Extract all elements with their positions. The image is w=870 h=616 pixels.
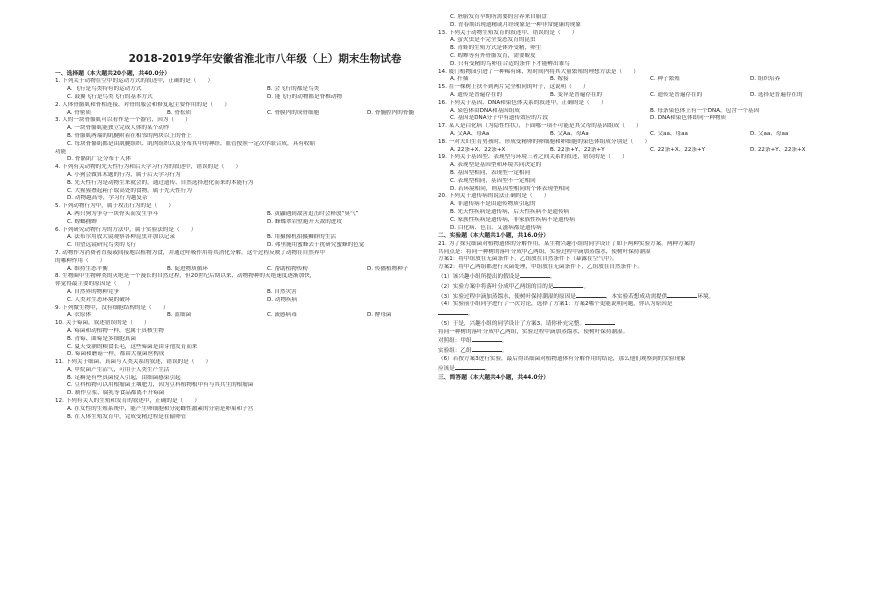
left-body xyxy=(55,70,475,421)
fill-prefix: （1）该兴趣小组所提出的假设是 xyxy=(438,273,520,280)
answer-option: D. 白化病、色盲、艾滋病都是遗传病 xyxy=(450,224,542,231)
answer-blank xyxy=(455,364,485,370)
question-stem: 12. 下列有关人的生殖和发育的叙述中，正确的是（ ） xyxy=(55,398,200,405)
answer-option: B. 变异是普遍存在的 xyxy=(550,91,603,98)
answer-option: C. 鼓翼飞行是鸟类飞行的基本方式 xyxy=(67,94,153,100)
answer-option: C. 每块骨骼肌都是由肌腱组织、肌肉组织以及分布其中的神经、血管按照一定次序联合成，具有收缩 xyxy=(67,140,315,147)
answer-options-row xyxy=(55,86,475,94)
answer-option: D. 若环境相同，则基因型相同的个体表现型相同 xyxy=(450,185,570,192)
answer-option: C. 基因是DNA分子中有遗传效应的片段 xyxy=(450,115,549,122)
answer-option: C. 22条+X、22条+Y xyxy=(650,146,706,153)
answer-blank xyxy=(438,309,468,315)
fill-suffix: 。 xyxy=(583,283,590,290)
answer-options-row xyxy=(438,92,858,100)
answer-option: D. 选择是普遍存在的 xyxy=(750,91,803,98)
answer-options-row xyxy=(438,147,858,155)
answer-options-row xyxy=(438,76,858,84)
question-stem: 21. 为了探究细菌对植物遗体的分解作用，某生物兴趣小组的同学设计了如下两种实验方案。两种方案的 xyxy=(438,240,695,247)
answer-option: C. 夏天受潮的粮食长毛，这些霉菌是由芽孢发育而来 xyxy=(67,343,198,350)
question-text: 你觉得最主要的原因是（ ） xyxy=(55,281,134,288)
answer-blank xyxy=(585,319,615,325)
section-heading: 二、实验题（本大题共1小题，共16.0分） xyxy=(438,233,550,240)
fill-suffix: ，本实验若想成功需提供 xyxy=(605,293,668,300)
answer-option: B. 青霉、曲霉是多细胞真菌 xyxy=(67,335,136,342)
question-text: 的哪种作用（ ） xyxy=(55,257,106,264)
answer-option: B. 会飞行的都是鸟类 xyxy=(267,86,320,93)
answer-option: D. 组织培养 xyxy=(750,76,781,83)
answer-option: B. 蓝细菌 xyxy=(167,312,192,319)
left-column xyxy=(55,0,475,421)
question-stem: 1. 下列关于动物在空中的运动方式的叙述中，正确的是（ ） xyxy=(55,78,214,85)
question-text: 方案2：将甲乙两组都进行灭菌处理，甲组放在无菌条件下，乙组放在自然条件下。 xyxy=(438,264,643,271)
answer-option: B. 骨松质 xyxy=(167,109,192,116)
question-text: （4）实验前小组同学进行了一次讨论，选择了方案1：方案2哪个更能说明问题，你认为原因是 xyxy=(438,301,673,308)
answer-option: B. 自然灾害 xyxy=(267,288,297,295)
question-stem: 16. 下列关于基因、DNA和染色体关系的叙述中，正确的是（ ） xyxy=(438,99,607,106)
answer-option: C. 遗传是普遍存在的 xyxy=(650,91,703,98)
answer-option: A. 维持生态平衡 xyxy=(67,265,108,272)
answer-options-row xyxy=(438,115,858,123)
answer-option: B. 在人体生殖发育中，完成受精过程是在输卵管 xyxy=(67,413,187,420)
fill-prefix: （3）实验过程中滴加蒸馏水，使树叶保持潮湿的原因是 xyxy=(438,293,576,300)
question-stem: 5. 下列动物行为中，属于攻击行为的是（ ） xyxy=(55,203,174,210)
answer-option: B. 先天性行为是动物生来就会的，通过遗传、自然选择进化而来的本能行为 xyxy=(67,179,254,186)
answer-options-row xyxy=(55,289,475,297)
answer-blank xyxy=(576,292,606,298)
answer-options-row xyxy=(55,297,475,305)
answer-option: C. 蝗蝉等有外骨骼发育，需要蜕皮 xyxy=(450,52,536,59)
answer-option: A. 法布尔用放大镜观察各种昆虫并加以记录 xyxy=(67,234,175,241)
answer-option: D. 父aa、母aa xyxy=(750,130,789,137)
answer-blank xyxy=(472,336,502,342)
question-text: （6）若按方案3进行实验，最后得出细菌对植物遗体有分解作用的结论，那么他们观察到的实验现象 xyxy=(438,356,686,363)
question-stem: 3. 人的一块骨骼肌可以看作是一个器官，因为（ ） xyxy=(55,117,191,124)
question-text: 共同点是：将同一种树的落叶分成甲乙两组，实验过程中滴加蒸馏水，使树叶保持潮湿 xyxy=(438,248,651,255)
answer-option: A. 自然界的物种竞争 xyxy=(67,288,120,295)
answer-blank xyxy=(553,282,583,288)
answer-options-row xyxy=(55,242,475,250)
answer-option: B. 青蛙的生殖方式是体外受精，卵生 xyxy=(450,45,542,52)
answer-option: D. 22条+Y、22条+X xyxy=(750,146,806,153)
answer-option: B. 基因型相同，表现型一定相同 xyxy=(450,169,531,176)
fill-suffix: 。 xyxy=(501,348,508,355)
question-stem: 19. 下列关于基因型、表现型与环境三者之间关系的叙述，错误的是（ ） xyxy=(438,154,628,161)
question-stem: 15. 在一棵树上扶不到两片完全相同的叶子，这说明（ ） xyxy=(438,84,589,91)
question-text: 将同一种树的落叶分成甲乙两组，实验过程中滴加蒸馏水，使树叶保持潮湿。 xyxy=(438,328,629,335)
answer-blank xyxy=(472,346,502,352)
answer-option: A. 衣原体 xyxy=(67,312,92,319)
answer-option: D. DNA和染色体即同一种物质 xyxy=(650,115,727,122)
fill-in-line xyxy=(438,319,858,329)
question-stem: 4. 下列有关动物的先天性行为和后天学习行为的叙述中，错误的是（ ） xyxy=(55,164,242,171)
answer-option: D. 弗里施用蜜蜂去干扰研究蜜蜂的色觉 xyxy=(267,242,365,249)
answer-option: B. 骨骼肌两端的肌腱附着在相邻的两块以上的骨上 xyxy=(67,132,192,139)
fill-in-line xyxy=(438,282,858,292)
answer-option: A. 在女性的生殖系统中，能产生卵细胞和分泌雌性激素的分别是卵巢和子宫 xyxy=(67,405,254,412)
answer-option: B. 足癣是有些真菌侵入引起，由细菌感染引起 xyxy=(67,374,181,381)
answer-blank xyxy=(667,292,697,298)
answer-blank xyxy=(520,272,550,278)
answer-option: C. 家族性疾病是遗传病，非家族性疾病不是遗传病 xyxy=(450,216,575,223)
answer-option: A. 一块骨骼肌能独立完成人体的某个动作 xyxy=(67,125,170,132)
answer-option: C. 大猩猩叠起箱子取高处的食物，属于先天性行为 xyxy=(67,187,192,194)
answer-option: A. 扦插 xyxy=(450,76,469,83)
fill-prefix: 应该是 xyxy=(438,365,455,372)
answer-options-row xyxy=(438,108,858,116)
fill-in-line xyxy=(438,346,858,356)
question-stem: 18. 一对夫妇生育男孩时，形成受精卵的卵细胞和卵细胞的染色体组成分别是（ ） xyxy=(438,138,651,145)
answer-option: A. 小狗会做算术题的行为，属于后天学习行为 xyxy=(67,171,181,178)
question-stem: 14. 厦门植物园引进了一种稀有珠，短时间内将其大量繁殖的理想方法是（ ） xyxy=(438,68,639,75)
answer-option: C. 人类对生态环境的破坏 xyxy=(67,296,131,303)
question-stem: 10. 关于霉菌，叙述错误的是（ ） xyxy=(55,320,150,327)
fill-prefix: 实验组：乙组 xyxy=(438,348,472,355)
answer-option: C. 豆科植物可以用根瘤菌土壤肥力，因为豆科植物根中有与其共生的根瘤菌 xyxy=(67,382,254,389)
question-stem: 13. 下列关于动物生殖发育的叙述中，错误的是（ ） xyxy=(438,29,578,36)
question-stem: 17. 某人是白化病（为隐性性状），下面哪一项不可能是其父母的基因组成（ ） xyxy=(438,123,642,130)
question-stem: 7. 动物作为消费者直接或间接地以植物为食，并通过呼吸作用将其消化分解。这个过程反映了动物在自然界中 xyxy=(55,249,326,256)
answer-option: A. 表现型是基因型和环境共同决定的 xyxy=(450,162,542,169)
answer-option: B. 22条+Y、22条+Y xyxy=(550,146,605,153)
answer-options-row xyxy=(55,94,475,102)
question-text: 功能 xyxy=(55,148,67,155)
section-heading: 一、选择题（本大题共20小题，共40.0分） xyxy=(55,71,171,77)
answer-option: B. 每条染色体上有一个DNA，包含一个基因 xyxy=(650,107,760,114)
answer-option: D. 动物疾病 xyxy=(267,296,298,303)
question-stem: 11. 下列关于细菌、真菌与人类关系的叙述，错误的是（ ） xyxy=(55,359,212,366)
fill-in-line xyxy=(438,336,858,346)
answer-options-row xyxy=(55,219,475,227)
fill-suffix: 。 xyxy=(501,338,508,345)
question-stem: 9. 下列微生物中，没有细胞结构的是（ ） xyxy=(55,304,169,311)
answer-options-row xyxy=(438,131,858,139)
answer-option: C. 骨膜内的成骨细胞 xyxy=(267,109,320,116)
right-column xyxy=(438,14,858,382)
answer-option: A. 遗传是普遍存在的 xyxy=(450,91,503,98)
answer-option: A. 非遗传病不是由遗传物质引起的 xyxy=(450,201,536,208)
answer-option: C. 种子繁殖 xyxy=(650,76,680,83)
answer-option: C. 父aa、母aa xyxy=(650,130,688,137)
fill-suffix: 。 xyxy=(468,311,474,318)
answer-option: D. 能飞行的动物都是脊椎动物 xyxy=(267,94,342,100)
answer-option: A. 两只狗为争夺一块骨头而发生争斗 xyxy=(67,210,159,217)
fill-in-line xyxy=(438,364,858,374)
fill-prefix: 对照组：甲组 xyxy=(438,338,472,345)
answer-option: D. 酵母菌 xyxy=(367,312,392,319)
answer-options-row xyxy=(55,312,475,320)
question-stem: 8. 生物圈中生物种类的灭绝是一个漫长的自然过程，但20世纪后期以来，动物物种的灭绝速度逐渐加快， xyxy=(55,273,316,280)
answer-option: B. 父Aa、母Aa xyxy=(550,130,589,137)
fill-in-line xyxy=(438,309,858,319)
answer-option: C. 螳螂捕蝉 xyxy=(67,218,97,225)
answer-option: A. 父AA、母Aa xyxy=(450,130,490,137)
answer-option: D. 传播植物种子 xyxy=(367,265,409,272)
question-stem: 2. 人体骨骼肌和骨相连接，对骨的服会和修复起主要作用的是（ ） xyxy=(55,101,230,108)
answer-option: A. 染色体由DNA和基因组成 xyxy=(450,107,520,114)
fill-suffix: 。 xyxy=(549,273,556,280)
fill-prefix: （5）于是，兴趣小组的同学设计了方案3，请你补充完整。 xyxy=(438,320,585,327)
answer-option: B. 嫁接 xyxy=(550,76,569,83)
answer-option: B. 促进物质循环 xyxy=(167,265,208,272)
answer-option: D. 骨骼肌广泛分布于人体 xyxy=(67,156,131,163)
question-stem: 6. 下列研究动物行为的方法中，属于实验法的是（ ） xyxy=(55,226,197,233)
answer-option: A. 22条+X、22条+X xyxy=(450,146,506,153)
answer-option: C. 胚胎发育早期所需要的营养来自胎盘 xyxy=(450,14,547,20)
answer-option: C. 流感病毒 xyxy=(267,312,297,319)
fill-suffix: 。 xyxy=(484,365,491,372)
fill-suffix: 环境。 xyxy=(697,293,715,300)
question-text: 方案1：将甲组放在无菌条件下，乙组放在自然条件下（暴露在空气中）。 xyxy=(438,256,618,263)
answer-option: C. 表现型相同，基因型不一定相同 xyxy=(450,177,536,184)
fill-in-line xyxy=(438,292,858,302)
answer-option: B. 用摄像机拍摄狮群的生活 xyxy=(267,234,336,241)
answer-options-row xyxy=(55,234,475,242)
fill-prefix: （2）实验方案中将落叶分成甲乙两组的目的是 xyxy=(438,283,554,290)
answer-option: A. 霉菌和动植物一样，也属于真核生物 xyxy=(67,327,164,334)
answer-option: A. 萤火虫是不完全变态发育的昆虫 xyxy=(450,37,536,44)
answer-options-row xyxy=(55,110,475,118)
answer-option: C. 用望远镜研究鸟类的飞行 xyxy=(67,242,136,249)
page-title: 2018-2019学年安徽省淮北市八年级（上）期末生物试卷 xyxy=(128,53,402,65)
answer-option: D. 霉菌和蘑菇一样，都由大量菌丝构成 xyxy=(67,351,165,358)
section-heading: 三、简答题（本大题共4小题，共44.0分） xyxy=(438,374,550,381)
fill-in-line xyxy=(438,272,858,282)
answer-option: A. 甲烷菌产生沼气，可用于人类生产生活 xyxy=(67,366,170,373)
question-stem: 20. 下列关于遗传病的说法正确的是（ ） xyxy=(438,193,550,200)
answer-option: D. 动物越高等，学习行为越复杂 xyxy=(67,195,148,202)
answer-option: D. 制作豆浆、腐乳等食品都离不开霉菌 xyxy=(67,390,165,397)
answer-options-row xyxy=(55,266,475,274)
answer-option: D. 骨髓腔内的骨髓 xyxy=(367,109,415,116)
answer-option: C. 帮助植物传粉 xyxy=(267,265,309,272)
answer-options-row xyxy=(55,211,475,219)
answer-option: A. 飞行是鸟类特有的运动方式 xyxy=(67,86,142,93)
answer-option: B. 先天性疾病是遗传病，后天性疾病不是遗传病 xyxy=(450,208,570,215)
answer-option: A. 骨密质 xyxy=(67,109,92,116)
answer-option: D. 青春期出现遗精或月经现象是一种非常健康的现象 xyxy=(450,21,581,28)
answer-option: B. 黄鼬遇到敌害追击时会释放“臭气” xyxy=(267,210,359,217)
right-body xyxy=(438,14,858,382)
answer-option: D. 只有受精的鸟卵在合适的条件下才能孵出雏鸟 xyxy=(450,60,570,67)
answer-option: D. 蜂蝶翠岩壁避开天敌的进攻 xyxy=(267,218,342,225)
